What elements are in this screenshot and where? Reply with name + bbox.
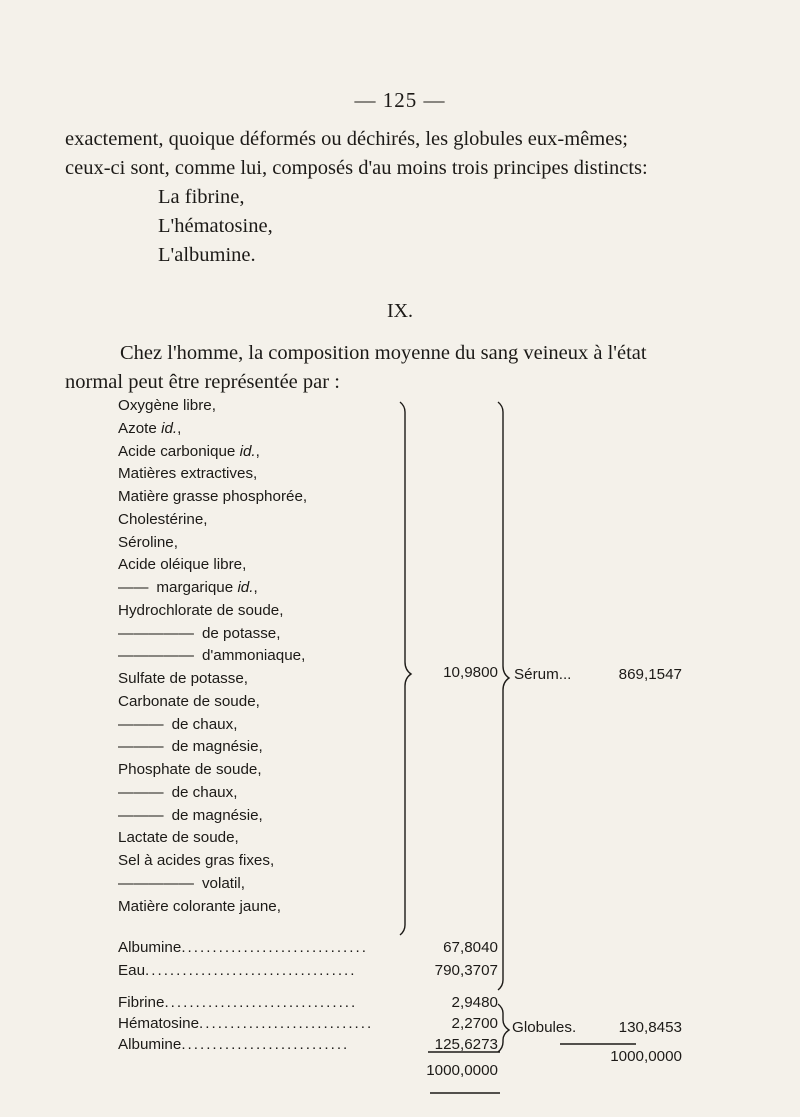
constituent-name: de potasse, [201, 624, 281, 642]
ditto-dash: ——— [118, 806, 164, 824]
section-heading: IX. [386, 300, 414, 322]
eau-row-label: Eau.................................. [118, 962, 357, 979]
constituent-name: de magnésie, [171, 806, 263, 824]
constituent-name: Phosphate de soude, [118, 761, 262, 778]
eau-row-value: 790,3707 [434, 962, 498, 979]
constituent-name: Azote [118, 419, 157, 437]
constituent-name: Carbonate de soude, [118, 692, 260, 710]
intro-line-1: exactement, quoique déformés ou déchirés, les globules eux-mêmes; [65, 128, 628, 150]
constituent-name: Acide carbonique [118, 442, 236, 460]
globules-row-label: Albumine........................... [118, 1036, 350, 1053]
intro-line-2: ceux-ci sont, comme lui, composés d'au moins trois principes distincts: [65, 157, 648, 179]
ditto-dash: ————— [118, 874, 194, 892]
serum-label: Sérum... [514, 666, 572, 683]
globules-row-value: 2,9480 [451, 994, 498, 1011]
grand-total-left: 1000,0000 [426, 1062, 498, 1079]
constituent-name: Matière colorante jaune, [118, 897, 281, 915]
constituent-name: Sulfate de potasse, [118, 670, 249, 687]
globules-row-value: 125,6273 [434, 1036, 498, 1053]
albumine-row-value: 67,8040 [443, 939, 498, 956]
globules-label: Globules. [512, 1019, 577, 1036]
globules-total: 130,8453 [618, 1019, 682, 1036]
idem-abbrev: id. [239, 442, 256, 460]
paragraph-line-2: normal peut être représentée par : [65, 371, 340, 393]
serum-total: 869,1547 [618, 666, 682, 683]
constituent-name: volatil, [201, 874, 245, 892]
constituent-name: Matière grasse phosphorée, [118, 488, 308, 505]
constituent-name: d'ammoniaque, [201, 647, 306, 665]
brace-serum [498, 402, 509, 990]
constituent-name: Matières extractives, [118, 465, 258, 483]
constituent-name: margarique [156, 579, 234, 596]
constituent-name: Cholestérine, [118, 510, 208, 528]
constituents-subtotal: 10,9800 [443, 664, 498, 681]
ditto-dash: ——— [118, 783, 164, 801]
constituent-name: Séroline, [118, 533, 178, 551]
constituent-name: Lactate de soude, [118, 829, 239, 847]
punctuation: , [253, 579, 258, 596]
principle-item: L'hématosine, [158, 215, 273, 237]
constituent-name: de magnésie, [171, 738, 263, 756]
principle-item: La fibrine, [158, 186, 245, 208]
globules-row-label: Fibrine............................... [118, 994, 358, 1011]
constituent-name: de chaux, [171, 783, 238, 801]
constituent-name: Hydrochlorate de soude, [118, 601, 284, 619]
ditto-dash: ——— [118, 738, 164, 756]
punctuation: , [255, 442, 260, 460]
ditto-dash: —— [118, 579, 149, 596]
constituent-name: Oxygène libre, [118, 397, 216, 414]
constituent-name: Sel à acides gras fixes, [118, 852, 275, 869]
globules-row-value: 2,2700 [451, 1015, 498, 1032]
ditto-dash: ————— [118, 624, 194, 642]
ditto-dash: ————— [118, 647, 194, 665]
albumine-row-label: Albumine.............................. [118, 939, 368, 956]
brace-globules [498, 1004, 509, 1052]
page-number: — 125 — [354, 88, 446, 112]
idem-abbrev: id. [237, 579, 254, 596]
idem-abbrev: id. [161, 419, 178, 437]
paragraph-line-1: Chez l'homme, la composition moyenne du sang veineux à l'état [120, 342, 647, 364]
ditto-dash: ——— [118, 715, 164, 733]
constituent-name: Acide oléique libre, [118, 556, 247, 574]
principle-item: L'albumine. [158, 244, 256, 266]
grand-total-right: 1000,0000 [610, 1048, 682, 1065]
globules-row-label: Hématosine............................ [118, 1015, 374, 1032]
constituent-name: de chaux, [171, 715, 238, 733]
punctuation: , [177, 419, 182, 437]
